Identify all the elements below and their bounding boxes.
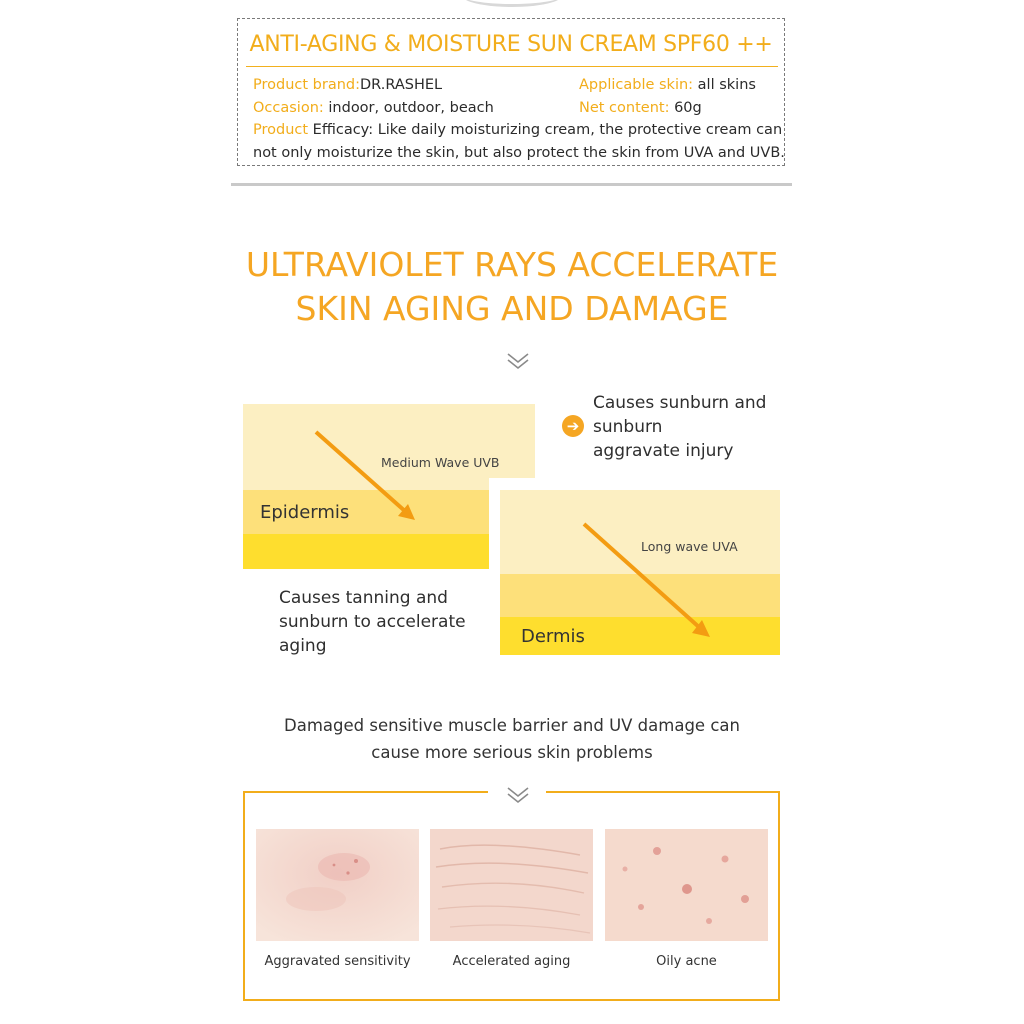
uva-effect-text (279, 586, 479, 658)
occasion-row (253, 100, 494, 116)
uvb-effect-line-3: aggravate injury (593, 441, 734, 461)
occasion-label: Occasion: (253, 100, 324, 116)
skin-label: Applicable skin: (579, 77, 694, 93)
epidermis-label: Epidermis (260, 502, 350, 523)
epidermis-deep-layer (243, 534, 489, 569)
damage-description (200, 712, 824, 766)
occasion-value: indoor, outdoor, beach (323, 100, 494, 116)
brand-value: DR.RASHEL (360, 77, 443, 93)
skin-row (579, 77, 756, 93)
caption-aging: Accelerated aging (452, 954, 571, 969)
chevron-down-icon (507, 352, 529, 370)
damage-line-2: cause more serious skin problems (371, 743, 653, 762)
uvb-effect-line-2: sunburn (593, 417, 663, 437)
acne-skin-image (605, 829, 768, 941)
section-divider (231, 183, 792, 186)
headline-line-2: SKIN AGING AND DAMAGE (295, 289, 729, 328)
efficacy-text-1: Efficacy: Like daily moisturizing cream, the protective cream can (308, 122, 783, 138)
brand-row (253, 77, 442, 93)
dermis-label: Dermis (521, 626, 585, 647)
content-value: 60g (669, 100, 702, 116)
uvb-ray-arrow (300, 420, 430, 532)
title-divider (246, 66, 778, 67)
aging-skin-image (430, 829, 593, 941)
arrow-right-icon: ➔ (562, 415, 584, 437)
uvb-wave-label: Medium Wave UVB (381, 455, 500, 470)
uvb-effect-text (593, 391, 793, 463)
damage-line-1: Damaged sensitive muscle barrier and UV damage can (284, 716, 740, 735)
skin-value: all skins (693, 77, 756, 93)
headline-line-1: ULTRAVIOLET RAYS ACCELERATE (245, 245, 779, 284)
product-image-edge (462, 0, 562, 7)
uva-wave-label: Long wave UVA (641, 539, 738, 554)
chevron-down-icon (507, 786, 529, 804)
caption-sensitivity: Aggravated sensitivity (264, 954, 411, 969)
efficacy-text-2: not only moisturize the skin, but also protect the skin from UVA and UVB. (253, 145, 785, 161)
content-row (579, 100, 702, 116)
caption-acne: Oily acne (656, 954, 717, 969)
uva-effect-line-2: sunburn to accelerate (279, 612, 466, 632)
section-headline (160, 243, 864, 331)
efficacy-label: Product (253, 122, 309, 138)
uva-effect-line-3: aging (279, 636, 327, 656)
brand-label: Product brand: (253, 77, 360, 93)
efficacy-row (253, 122, 782, 138)
content-label: Net content: (579, 100, 670, 116)
uvb-effect-line-1: Causes sunburn and (593, 393, 767, 413)
product-title: ANTI-AGING & MOISTURE SUN CREAM SPF60 ++ (249, 32, 773, 57)
uva-ray-arrow (570, 512, 720, 647)
uva-effect-line-1: Causes tanning and (279, 588, 448, 608)
sensitivity-skin-image (256, 829, 419, 941)
